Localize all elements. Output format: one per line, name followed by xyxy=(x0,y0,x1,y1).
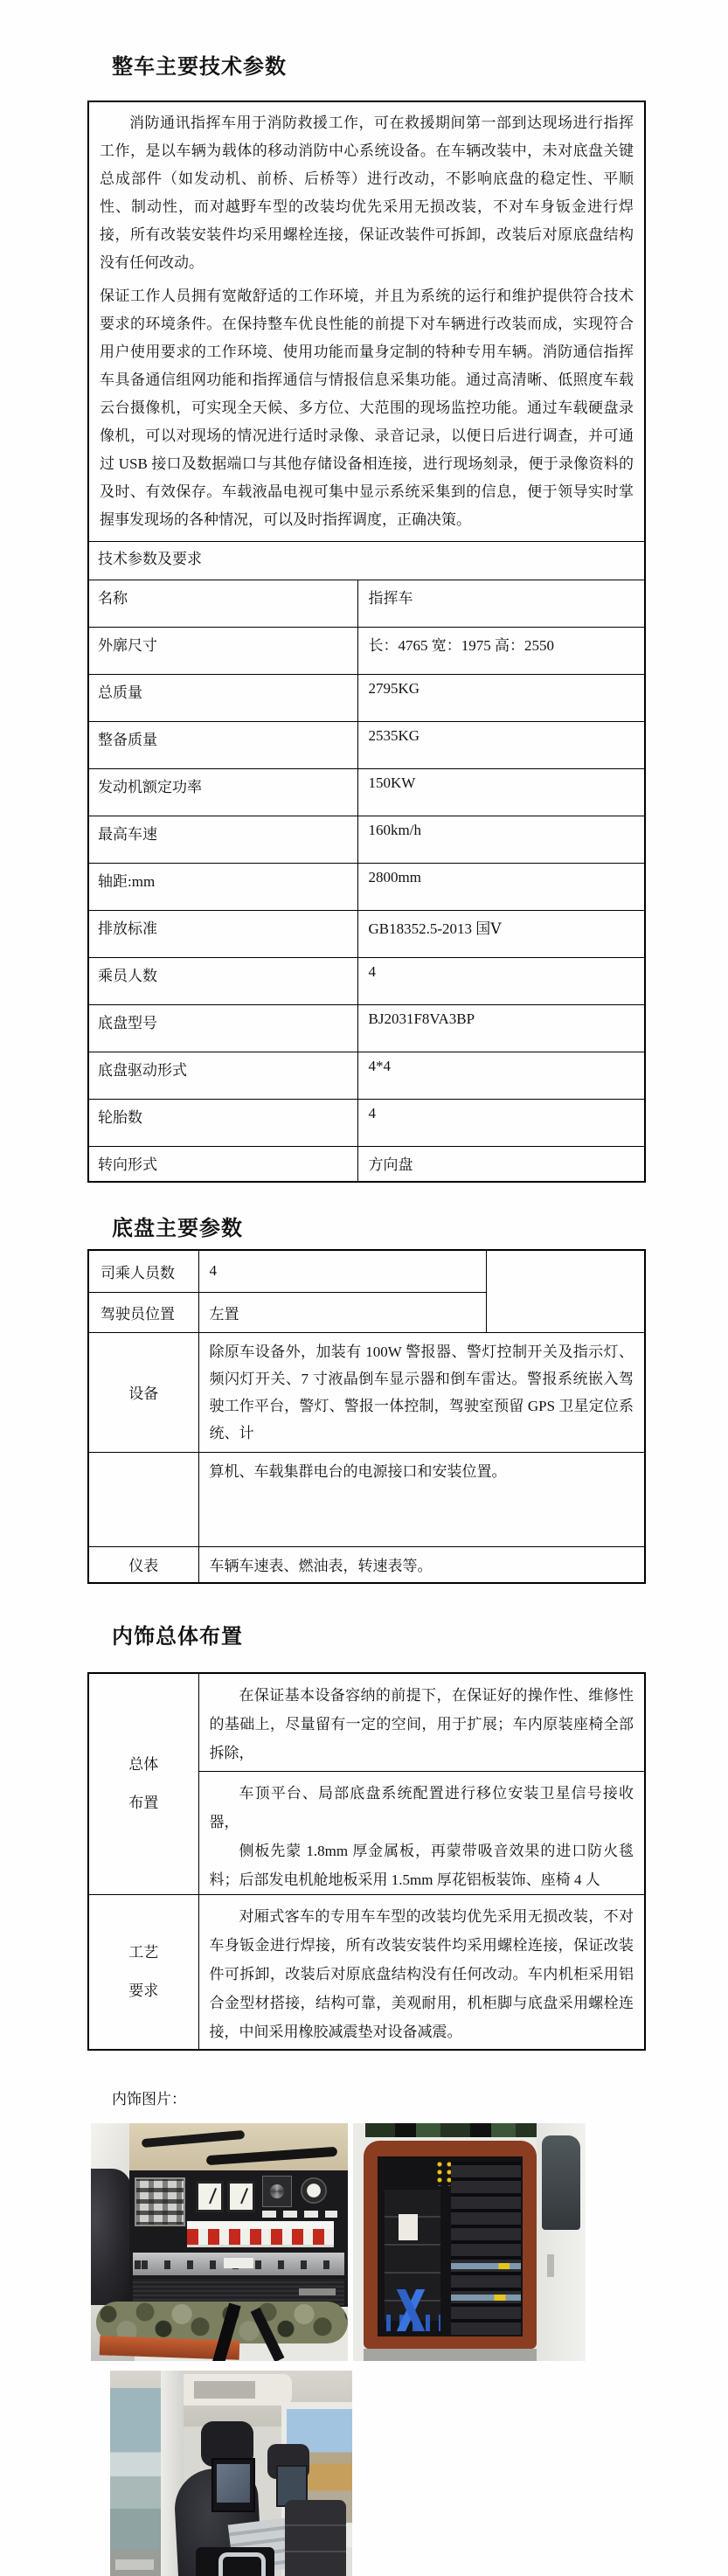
spec-value: 4*4 xyxy=(357,1052,645,1100)
overhead-console xyxy=(177,2374,292,2406)
interior-layout-table xyxy=(87,1672,646,2051)
table-row xyxy=(88,816,645,864)
white-label xyxy=(399,2214,418,2240)
layout-text-general: 在保证基本设备容纳的前提下，在保证好的操作性、维修性的基础上，尽量留有一定的空间，用于扩展；车内原装座椅全部拆除， xyxy=(198,1673,645,1771)
chassis-label-equipment: 设备 xyxy=(88,1332,198,1452)
spec-value: 指挥车 xyxy=(357,580,645,628)
circuit-breakers xyxy=(187,2221,334,2247)
chassis-instrument-text: 车辆车速表、燃油表，转速表等。 xyxy=(198,1546,645,1583)
intro-cell xyxy=(88,101,645,542)
spec-table-header: 技术参数及要求 xyxy=(88,542,645,580)
chassis-value-driver: 左置 xyxy=(198,1292,486,1332)
table-row xyxy=(88,958,645,1005)
seat-back xyxy=(91,2169,131,2309)
table-row xyxy=(88,864,645,911)
rack-strip xyxy=(133,2253,344,2275)
section-title-chassis-params: 底盘主要参数 xyxy=(112,1217,243,1240)
connector-module xyxy=(135,2177,185,2226)
craft-text: 对厢式客车的专用车车型的改装均优先采用无损改装，不对车身钣金进行焊接，所有改装安装件均采用螺栓连接，保证改装件可拆卸，改装后对原底盘结构没有任何改动。车内机柜采用铝合金型材搭接，结构可靠，美观耐用，机柜脚与底盘采用螺栓连接，中间采用橡胶减震垫对设备减震。 xyxy=(198,1894,645,2050)
spec-label: 发动机额定功率 xyxy=(88,769,357,816)
left-window xyxy=(110,2388,161,2549)
headrest-screen xyxy=(211,2458,255,2512)
spec-label: 底盘型号 xyxy=(88,1005,357,1052)
spec-value: 方向盘 xyxy=(357,1147,645,1183)
table-row xyxy=(88,722,645,769)
spec-value: 4 xyxy=(357,1100,645,1147)
chassis-equipment-text-1: 除原车设备外，加装有 100W 警报器、警灯控制开关及指示灯、频闪灯开关、7 寸液晶倒车显示器和倒车雷达。警报系统嵌入驾驶工作平台，警灯、警报一体控制，驾驶室预留 GPS 卫星定位系统、计 xyxy=(198,1332,645,1452)
table-row xyxy=(88,1052,645,1100)
door-window xyxy=(542,2135,580,2230)
spec-label: 名称 xyxy=(88,580,357,628)
spec-value: 2535KG xyxy=(357,722,645,769)
table-row xyxy=(88,1005,645,1052)
layout-text-detail: 车顶平台、局部底盘系统配置进行移位安装卫星信号接收器， 侧板先蒙 1.8mm 厚金属板，再蒙带吸音效果的进口防火毯料；后部发电机舱地板采用 1.5mm 厚花铝板装饰、座椅 4 人 xyxy=(198,1771,645,1894)
blue-cables xyxy=(386,2289,440,2331)
spec-value: 160km/h xyxy=(357,816,645,864)
spec-value: 长：4765 宽：1975 高：2550 xyxy=(357,628,645,675)
table-row xyxy=(88,675,645,722)
interior-photo-equipment-panel xyxy=(91,2123,348,2361)
chassis-label-driver: 驾驶员位置 xyxy=(88,1292,198,1332)
layout-label: 总体布置 xyxy=(88,1673,198,1894)
spec-value: 150KW xyxy=(357,769,645,816)
equipment-case xyxy=(285,2500,346,2576)
spec-label: 整备质量 xyxy=(88,722,357,769)
rack-unit-stripe xyxy=(451,2295,521,2301)
table-row xyxy=(88,911,645,958)
chassis-label-instrument: 仪表 xyxy=(88,1546,198,1583)
door-handle xyxy=(547,2254,554,2277)
chassis-empty-cell xyxy=(486,1250,645,1332)
chassis-label-empty xyxy=(88,1452,198,1546)
chassis-table xyxy=(87,1249,646,1584)
interior-photo-rack-cabinet xyxy=(353,2123,586,2361)
table-row xyxy=(88,1100,645,1147)
spec-label: 总质量 xyxy=(88,675,357,722)
chassis-equipment-text-2: 算机、车载集群电台的电源接口和安装位置。 xyxy=(198,1452,645,1546)
spec-label: 最高车速 xyxy=(88,816,357,864)
spec-label: 轴距:mm xyxy=(88,864,357,911)
spec-label: 乘员人数 xyxy=(88,958,357,1005)
interior-photo-cabin-seats xyxy=(110,2371,352,2576)
table-row xyxy=(88,580,645,628)
table-row xyxy=(88,628,645,675)
section-title-interior-layout: 内饰总体布置 xyxy=(112,1625,243,1649)
label-strip xyxy=(262,2211,337,2218)
rack-right-bay xyxy=(451,2162,521,2335)
interior-photos-label: 内饰图片： xyxy=(112,2091,186,2107)
floor-shadow xyxy=(364,2349,537,2361)
chassis-label-crew: 司乘人员数 xyxy=(88,1250,198,1292)
spec-label: 外廓尺寸 xyxy=(88,628,357,675)
intro-paragraph-2: 保证工作人员拥有宽敞舒适的工作环境，并且为系统的运行和维护提供符合技术要求的环境条件。在保持整车优良性能的前提下对车辆进行改装而成，实现符合用户使用要求的工作环境、使用功能而量身定制的特种专用车辆。消防通信指挥车具备通信组网功能和指挥通信与情报信息采集功能。通过高清晰、低照度车载云台摄像机，可实现全天候、多方位、大范围的现场监控功能。通过车载硬盘录像机，可以对现场的情况进行适时录像、录音记录，以便日后进行调查，并可通过 USB 接口及数据端口与其他存储设备相连接，进行现场刻录，便于录像资料的及时、有效保存。车载液晶电视可集中显示系统采集到的信息，便于领导实时掌握事发现场的各种情况，可以及时指挥调度，正确决策。 xyxy=(100,288,634,528)
spec-value: BJ2031F8VA3BP xyxy=(357,1005,645,1052)
table-row xyxy=(88,1250,645,1292)
rotary-switch xyxy=(262,2176,292,2207)
table-row xyxy=(88,1673,645,1771)
bag-handle xyxy=(218,2552,266,2576)
table-row xyxy=(88,1894,645,2050)
analog-gauge xyxy=(227,2181,255,2212)
spec-label: 转向形式 xyxy=(88,1147,357,1183)
craft-label: 工艺要求 xyxy=(88,1894,198,2050)
spec-value: 2795KG xyxy=(357,675,645,722)
table-row xyxy=(88,1452,645,1546)
spec-value: 4 xyxy=(357,958,645,1005)
table-row xyxy=(88,1332,645,1452)
rack-unit-stripe xyxy=(451,2263,521,2269)
spec-label: 排放标准 xyxy=(88,911,357,958)
table-row xyxy=(88,769,645,816)
spec-label: 底盘驱动形式 xyxy=(88,1052,357,1100)
table-row xyxy=(88,1546,645,1583)
analog-gauge xyxy=(196,2181,224,2212)
interior-photos-row xyxy=(91,2123,728,2361)
chassis-value-crew: 4 xyxy=(198,1250,486,1292)
door-armrest xyxy=(115,2559,154,2570)
section-title-vehicle-params: 整车主要技术参数 xyxy=(112,55,287,79)
vehicle-spec-table xyxy=(87,101,646,1183)
spec-label: 轮胎数 xyxy=(88,1100,357,1147)
spec-value: 2800mm xyxy=(357,864,645,911)
intro-paragraph-1: 消防通讯指挥车用于消防救援工作，可在救援期间第一部到达现场进行指挥工作，是以车辆为载体的移动消防中心系统设备。在车辆改装中，未对底盘关键总成部件（如发动机、前桥、后桥等）进行改动，不影响底盘的稳定性、平顺性、制动性，而对越野车型的改装均优先采用无损改装，不对车身钣金进行焊接，所有改装安装件均采用螺栓连接，保证改装件可拆卸，改装后对原底盘结构没有任何改动。 xyxy=(100,115,634,271)
spec-value: GB18352.5-2013 国Ⅴ xyxy=(357,911,645,958)
round-meter xyxy=(301,2177,327,2204)
table-row xyxy=(88,1147,645,1183)
